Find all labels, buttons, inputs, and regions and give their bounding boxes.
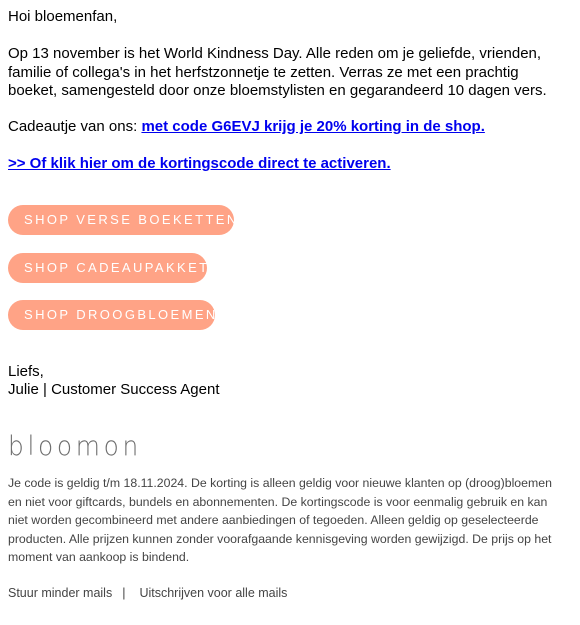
signature: Julie | Customer Success Agent bbox=[8, 381, 220, 398]
footer-links bbox=[8, 585, 287, 601]
greeting: Hoi bloemenfan, bbox=[8, 8, 118, 25]
discount-code-link[interactable]: met code G6EVJ krijg je 20% korting in de shop. bbox=[141, 118, 485, 135]
shop-fresh-bouquets-button[interactable]: SHOP VERSE BOEKETTEN bbox=[8, 205, 234, 235]
gift-prefix: Cadeautje van ons: bbox=[8, 118, 142, 135]
intro-paragraph: Op 13 november is het World Kindness Day. Alle reden om je geliefde, vrienden, familie of collega's in het herfstzonnetje te zetten. Verras ze met een prachtig boeket, samengesteld door onze bloemstylisten en gegarandeerd 10 dagen vers. bbox=[8, 45, 547, 99]
activate-code-link[interactable]: >> Of klik hier om de kortingscode direct te activeren. bbox=[8, 155, 391, 172]
activate-line bbox=[8, 155, 391, 173]
footer-separator: | bbox=[122, 586, 126, 600]
shop-dried-flowers-button[interactable]: SHOP DROOGBLOEMEN bbox=[8, 300, 215, 330]
shop-gift-package-button[interactable]: SHOP CADEAUPAKKET bbox=[8, 253, 207, 283]
bloomon-logo: bloomon bbox=[8, 431, 142, 462]
gift-line bbox=[8, 118, 485, 136]
less-mails-link[interactable]: Stuur minder mails bbox=[8, 586, 113, 600]
disclaimer-text: Je code is geldig t/m 18.11.2024. De korting is alleen geldig voor nieuwe klanten op (droog)bloemen en niet voor giftcards, bundels en abonnementen. De kortingscode is voor eenmalig gebruik en kan niet worden gecombineerd met andere aanbiedingen of tegoeden. Alleen geldig op geselecteerde producten. Alle prijzen kunnen zonder voorafgaande kennisgeving worden gewijzigd. De prijs op het moment van aankoop is bindend. bbox=[8, 476, 552, 564]
signoff: Liefs, bbox=[8, 363, 44, 380]
unsubscribe-link[interactable]: Uitschrijven voor alle mails bbox=[139, 586, 288, 600]
